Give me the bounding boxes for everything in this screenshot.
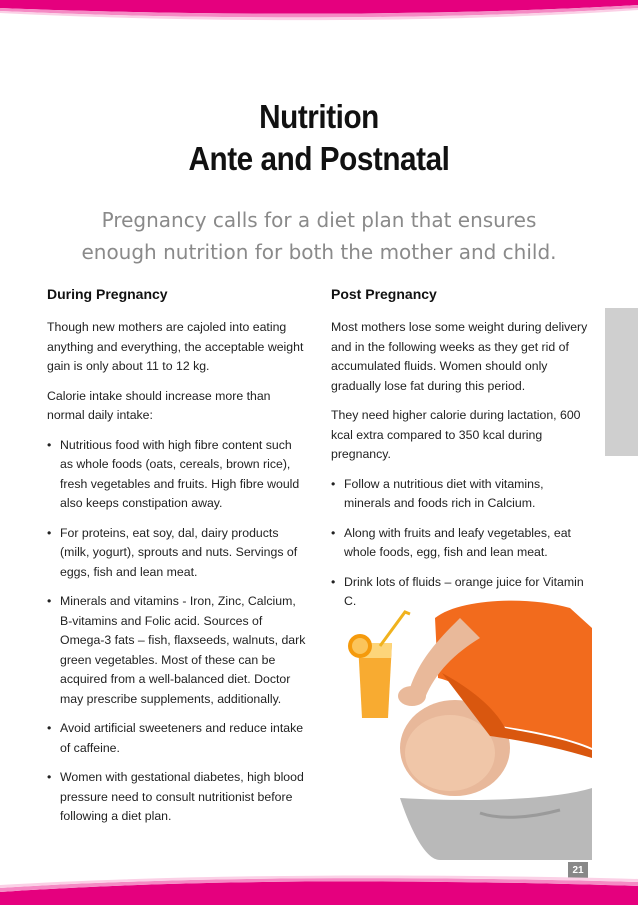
side-tab-marker xyxy=(605,308,638,456)
subtitle-line2: enough nutrition for both the mother and child. xyxy=(81,240,557,264)
list-item: • Nutritious food with high fibre content such as whole foods (oats, cereals, brown rice), fresh vegetables and fruits. High fibre would also keeps constipation away. xyxy=(47,436,307,514)
list-item: • Along with fruits and leafy vegetables, eat whole foods, egg, fish and lean meat. xyxy=(331,524,593,563)
post-pregnancy-column xyxy=(331,284,593,622)
page-title-line1: Nutrition xyxy=(259,98,379,135)
page-number: 21 xyxy=(568,862,588,880)
post-pregnancy-heading: Post Pregnancy xyxy=(331,286,437,302)
list-item: • Drink lots of fluids – orange juice for Vitamin C. xyxy=(331,573,593,612)
top-decorative-band xyxy=(0,0,638,24)
post-pregnancy-para2: They need higher calorie during lactation, 600 kcal extra compared to 350 kcal during pregnancy. xyxy=(331,408,581,461)
list-item: • Avoid artificial sweeteners and reduce intake of caffeine. xyxy=(47,719,307,758)
page-title-line2: Ante and Postnatal xyxy=(188,140,450,177)
bottom-decorative-band xyxy=(0,872,638,905)
post-pregnancy-para1: Most mothers lose some weight during delivery and in the following weeks as they get rid of accumulated fluids. Women should only gradually lose fat during this period. xyxy=(331,320,588,393)
during-pregnancy-heading: During Pregnancy xyxy=(47,286,168,302)
list-item: • For proteins, eat soy, dal, dairy products (milk, yogurt), sprouts and nuts. Servings of eggs, fish and lean meat. xyxy=(47,524,307,583)
during-pregnancy-para1: Though new mothers are cajoled into eating anything and everything, the acceptable weight gain is only about 11 to 12 kg. xyxy=(47,320,304,373)
list-item: • Follow a nutritious diet with vitamins, minerals and foods rich in Calcium. xyxy=(331,475,593,514)
during-pregnancy-column xyxy=(47,284,307,837)
pregnant-woman-photo xyxy=(330,598,592,860)
list-item: • Minerals and vitamins - Iron, Zinc, Calcium, B-vitamins and Folic acid. Sources of Omega-3 fats – fish, flaxseeds, walnuts, dark green vegetables. Most of these can be acquired from a well-balanced diet. Doctor may prescribe supplements, additionally. xyxy=(47,592,307,709)
list-item: • Women with gestational diabetes, high blood pressure need to consult nutritionist before following a diet plan. xyxy=(47,768,307,827)
during-pregnancy-para2: Calorie intake should increase more than normal daily intake: xyxy=(47,388,271,422)
during-pregnancy-list xyxy=(47,436,307,827)
subtitle-line1: Pregnancy calls for a diet plan that ensures xyxy=(101,208,537,232)
post-pregnancy-list xyxy=(331,475,593,612)
